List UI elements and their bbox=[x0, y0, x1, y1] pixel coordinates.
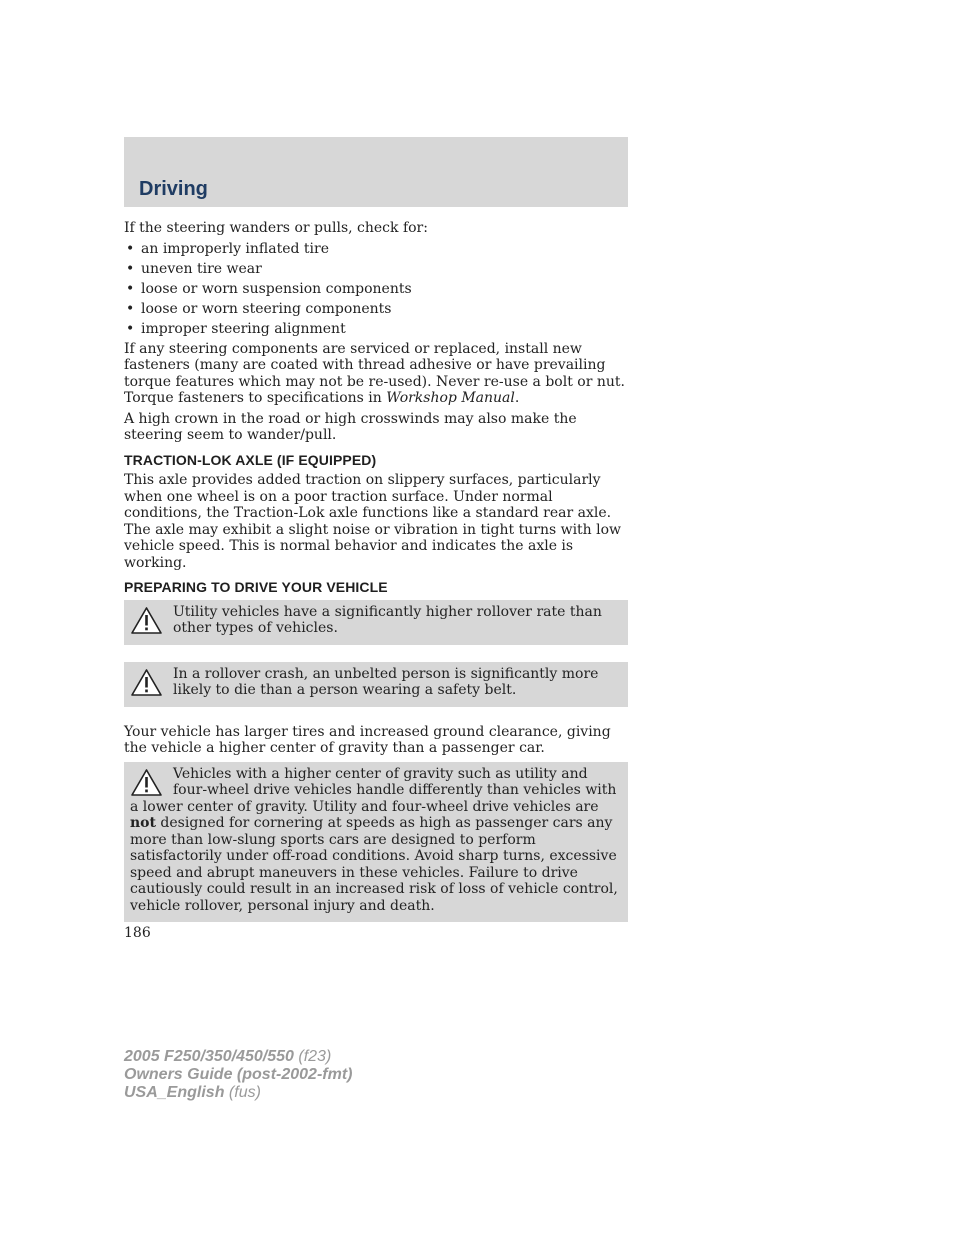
warning-triangle-icon bbox=[130, 668, 163, 697]
fasteners-paragraph: If any steering components are serviced or replaced, install new fasteners (many are coated with thread adhesive or have prevailing torque features which may not be re-used). Never re-use a bolt or nut. Torque fasteners to specifications in Workshop Manual. bbox=[124, 340, 625, 406]
bullet-icon: • bbox=[126, 260, 135, 277]
page-number: 186 bbox=[124, 925, 151, 941]
center-of-gravity-warning bbox=[124, 762, 628, 923]
unbelted-warning bbox=[124, 662, 628, 707]
document-footer bbox=[124, 1048, 352, 1102]
warning-text: Vehicles with a higher center of gravity such as utility and four-wheel drive vehicles handle differently than vehicles with a lower center of gravity. Utility and four-wheel drive vehicles are not designed for cornering at speeds as high as passenger cars any more than low-slung sports cars are designed to perform satisfactorily under off-road conditions. Avoid sharp turns, excessive speed and abrupt maneuvers in these vehicles. Failure to drive cautiously could result in an increased risk of loss of vehicle control, vehicle rollover, personal injury and death. bbox=[130, 765, 618, 914]
warning-triangle-icon bbox=[130, 768, 163, 797]
warning-text: Utility vehicles have a significantly higher rollover rate than other types of vehicles. bbox=[173, 603, 602, 636]
traction-lok-paragraph: This axle provides added traction on slippery surfaces, particularly when one wheel is on a poor traction surface. Under normal conditions, the Traction-Lok axle functions like a standard rear axle. The axle may exhibit a slight noise or vibration in tight turns with low vehicle speed. This is normal behavior and indicates the axle is working. bbox=[124, 472, 622, 571]
list-item: • an improperly inflated tire bbox=[126, 240, 330, 257]
center-of-gravity-paragraph: Your vehicle has larger tires and increased ground clearance, giving the vehicle a higher center of gravity than a passenger car. bbox=[124, 723, 611, 756]
page-content bbox=[124, 220, 628, 939]
rollover-rate-warning bbox=[124, 600, 628, 645]
bullet-icon: • bbox=[126, 240, 135, 257]
emphasis-not: not bbox=[130, 815, 156, 831]
warning-text: In a rollover crash, an unbelted person is significantly more likely to die than a person wearing a safety belt. bbox=[173, 665, 599, 698]
bullet-icon: • bbox=[126, 280, 135, 297]
preparing-heading: PREPARING TO DRIVE YOUR VEHICLE bbox=[124, 579, 388, 595]
bullet-icon: • bbox=[126, 300, 135, 317]
bullet-icon: • bbox=[126, 320, 135, 337]
list-item: • loose or worn suspension components bbox=[126, 280, 412, 297]
traction-lok-heading: TRACTION-LOK AXLE (IF EQUIPPED) bbox=[124, 451, 377, 468]
list-item: • loose or worn steering components bbox=[126, 300, 392, 317]
footer-language-line: USA_English (fus) bbox=[124, 1084, 261, 1101]
section-header-band bbox=[124, 137, 628, 207]
steering-intro: If the steering wanders or pulls, check for: bbox=[124, 220, 428, 236]
footer-model-line: 2005 F250/350/450/550 (f23) bbox=[124, 1048, 332, 1065]
footer-guide-line: Owners Guide (post-2002-fmt) bbox=[124, 1066, 353, 1083]
section-title: Driving bbox=[139, 178, 208, 200]
crown-paragraph: A high crown in the road or high crosswinds may also make the steering seem to wander/pull. bbox=[124, 410, 577, 443]
warning-triangle-icon bbox=[130, 606, 163, 635]
steering-checklist bbox=[124, 241, 628, 338]
list-item: • improper steering alignment bbox=[126, 320, 346, 337]
list-item: • uneven tire wear bbox=[126, 260, 262, 277]
workshop-manual-reference: Workshop Manual bbox=[386, 390, 515, 406]
